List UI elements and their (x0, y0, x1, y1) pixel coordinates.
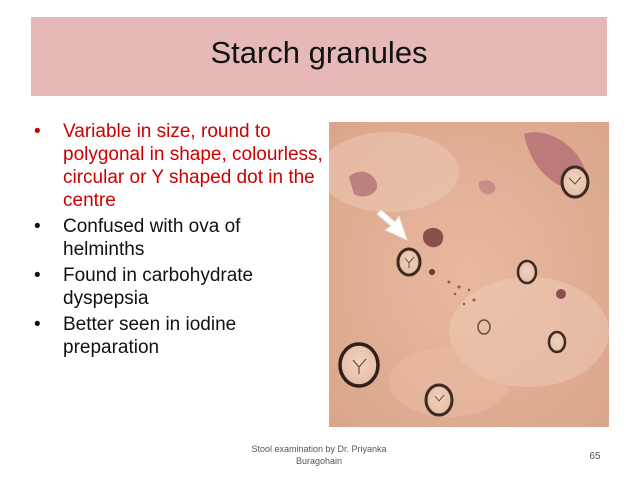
title-band (31, 17, 607, 96)
bullet-dot: • (34, 314, 41, 335)
bullet-item (34, 264, 324, 310)
bullet-item (34, 120, 324, 212)
bullet-item (34, 313, 324, 359)
bullet-item (34, 215, 324, 261)
micrograph-image (329, 122, 609, 427)
bullet-text: Variable in size, round to polygonal in shape, colourless, circular or Y shaped dot in the centre (63, 121, 323, 211)
bullet-dot: • (34, 265, 41, 286)
slide-title: Starch granules (210, 35, 428, 70)
bullet-list (34, 120, 324, 362)
bullet-text: Confused with ova of helminths (63, 216, 241, 260)
bullet-text: Better seen in iodine preparation (63, 314, 237, 358)
bullet-text: Found in carbohydrate dyspepsia (63, 265, 254, 309)
page-number: 65 (589, 451, 601, 462)
bullet-dot: • (34, 121, 41, 142)
bullet-dot: • (34, 216, 41, 237)
footer-text: Stool examination by Dr. Priyanka Buragohain (251, 444, 387, 466)
